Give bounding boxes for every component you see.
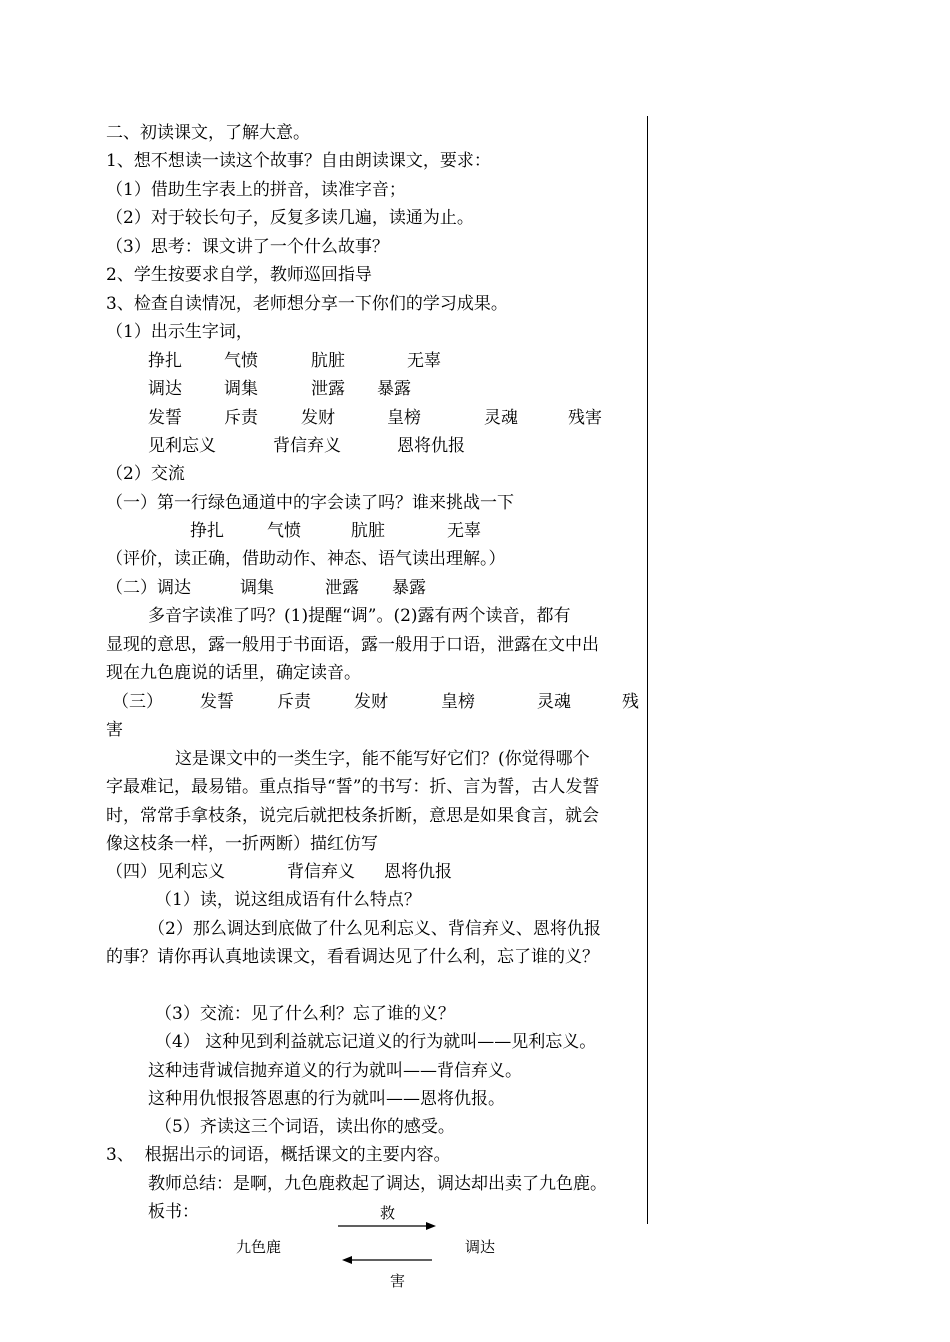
vocab-word: 肮脏 [351,521,385,541]
vocab-word: 无辜 [447,521,481,541]
requirement-1: （1）借助生字表上的拼音，读准字音； [106,180,406,200]
board-label: 板书： [148,1202,199,1222]
vocab-word: 无辜 [407,351,441,371]
teacher-summary: 教师总结：是啊，九色鹿救起了调达，调达却出卖了九色鹿。 [148,1174,607,1194]
vocab-word: 皇榜 [387,408,421,428]
question-1: 1、想不想读一读这个故事？自由朗读课文，要求： [106,151,491,171]
question-3: 3、检查自读情况，老师想分享一下你们的学习成果。 [106,294,508,314]
vocab-word: 挣扎 [148,351,182,371]
vocab-word: 调达 [148,379,182,399]
idiom-step-4: （4） 这种见到利益就忘记道义的行为就叫——见利忘义。 [155,1032,597,1052]
vocab-word: 调集 [240,578,274,598]
requirement-2: （2）对于较长句子，反复多读几遍，读通为止。 [106,208,474,228]
idiom-step-2a: （2）那么调达到底做了什么见利忘义、背信弃义、恩将仇报 [148,919,601,939]
vocab-word: 气愤 [224,351,258,371]
group-2-row [0,577,647,599]
diagram-left-label: 九色鹿 [236,1238,282,1256]
vocab-row-1 [0,350,647,372]
group-4-row [0,861,647,883]
vocab-word: 气愤 [267,521,301,541]
vocab-word: 残害 [568,408,602,428]
arrow-left-head [342,1256,352,1264]
vocab-row-4 [0,435,647,457]
writing-text-4: 像这枝条一样，一折两断）描红仿写 [106,834,378,854]
idiom-step-5: 这种违背诚信抛弃道义的行为就叫——背信弃义。 [148,1061,522,1081]
idiom-step-2b: 的事？请你再认真地读课文，看看调达见了什么利，忘了谁的义？ [106,947,599,967]
vocab-row-3 [0,407,647,429]
vocab-word: 皇榜 [441,692,475,712]
vocab-row-2 [0,378,647,400]
writing-text-2: 字最难记，最易错。重点指导“誓”的书写：折、言为誓，古人发誓 [106,777,600,797]
vocab-word: 背信弃义 [273,436,341,456]
vocab-word: 调集 [224,379,258,399]
vocab-word: 背信弃义 [287,862,355,882]
table-border-line [647,116,648,1224]
diagram-right-label: 调达 [465,1238,496,1256]
group-1-title: （一）第一行绿色通道中的字会读了吗？谁来挑战一下 [106,493,514,513]
writing-text-1: 这是课文中的一类生字，能不能写好它们？(你觉得哪个 [175,749,590,769]
section-title: 二、初读课文，了解大意。 [106,123,310,143]
group-1-note: （评价，读正确，借助动作、神态、语气读出理解。） [106,549,506,569]
vocab-word: 泄露 [325,578,359,598]
idiom-step-3: （3）交流：见了什么利？忘了谁的义？ [155,1004,455,1024]
diagram-bottom-label: 害 [390,1272,406,1290]
group-3-wrap: 害 [106,720,123,740]
vocab-word: 斥责 [224,408,258,428]
requirement-3: （3）思考：课文讲了一个什么故事？ [106,237,389,257]
vocab-word: 灵魂 [537,692,571,712]
idiom-step-7: （5）齐读这三个词语，读出你的感受。 [155,1117,455,1137]
vocab-word: 暴露 [377,379,411,399]
vocab-word: 泄露 [311,379,345,399]
vocab-word: 挣扎 [190,521,224,541]
vocab-word: 恩将仇报 [384,862,452,882]
step-exchange: （2）交流 [106,464,185,484]
board-diagram [230,1196,530,1292]
vocab-word: 灵魂 [484,408,518,428]
question-2: 2、学生按要求自学，教师巡回指导 [106,265,372,285]
vocab-word: 肮脏 [311,351,345,371]
vocab-word: 发誓 [200,692,234,712]
polyphone-text-2: 显现的意思，露一般用于书面语，露一般用于口语，泄露在文中出 [106,635,599,655]
group-4-label: （四）见利忘义 [106,862,225,882]
polyphone-text-3: 现在九色鹿说的话里，确定读音。 [106,663,361,683]
vocab-word: 残 [622,692,639,712]
vocab-word: 斥责 [277,692,311,712]
vocab-word: 发誓 [148,408,182,428]
vocab-word: 发财 [301,408,335,428]
vocab-word: 恩将仇报 [397,436,465,456]
group-1-words [0,520,647,542]
vocab-word: 发财 [354,692,388,712]
vocab-word: 暴露 [392,578,426,598]
group-2-label: （二）调达 [106,578,191,598]
step-show-words: （1）出示生字词， [106,322,253,342]
vocab-word: 见利忘义 [148,436,216,456]
writing-text-3: 时，常常手拿枝条，说完后就把枝条折断，意思是如果食言，就会 [106,806,599,826]
group-3-row [0,691,647,713]
arrow-right-head [426,1222,436,1230]
idiom-step-6: 这种用仇恨报答恩惠的行为就叫——恩将仇报。 [148,1089,505,1109]
idiom-step-1: （1）读，说这组成语有什么特点？ [155,890,421,910]
diagram-top-label: 救 [380,1204,396,1222]
group-3-label: （三） [112,692,163,712]
polyphone-text-1: 多音字读准了吗？(1)提醒“调”。(2)露有两个读音，都有 [148,606,571,626]
question-4: 3、 根据出示的词语，概括课文的主要内容。 [106,1145,451,1165]
